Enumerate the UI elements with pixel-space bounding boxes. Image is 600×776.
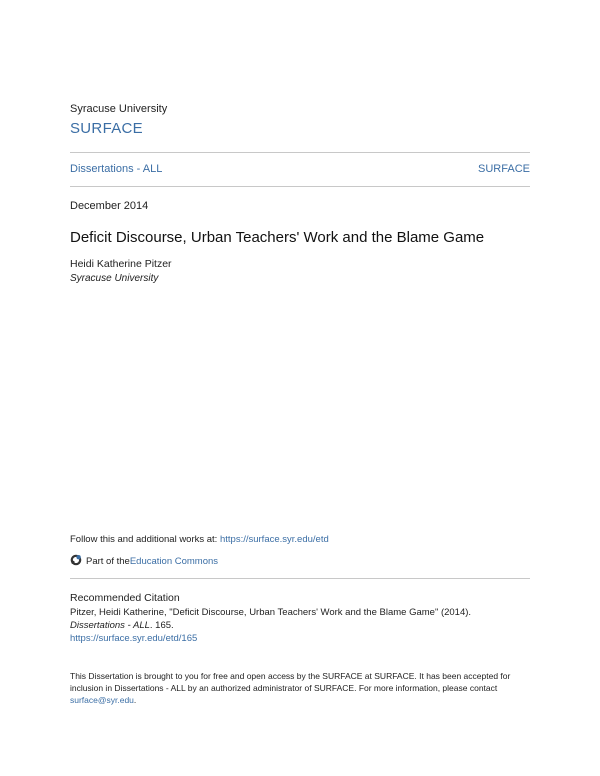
citation-line: Pitzer, Heidi Katherine, "Deficit Discourse, Urban Teachers' Work and the Blame Game" (2014). (70, 607, 472, 618)
part-of-prefix: Part of the (86, 556, 130, 567)
dissertations-all-link[interactable]: Dissertations - ALL (70, 163, 163, 175)
contact-email-link[interactable]: surface@syr.edu (70, 695, 134, 705)
citation-series-line (70, 620, 174, 631)
divider-top (70, 152, 530, 153)
document-title: Deficit Discourse, Urban Teachers' Work and the Blame Game (70, 229, 485, 246)
citation-series: Dissertations - ALL (70, 620, 150, 631)
access-notice (70, 670, 535, 706)
divider-nav (70, 186, 530, 187)
author-affiliation: Syracuse University (70, 273, 159, 284)
citation-url-link[interactable]: https://surface.syr.edu/etd/165 (70, 633, 198, 644)
citation-heading: Recommended Citation (70, 592, 180, 604)
part-of-line (70, 554, 218, 569)
publication-date: December 2014 (70, 200, 149, 212)
commons-network-icon (70, 554, 86, 569)
notice-end: . (133, 695, 137, 705)
follow-prefix: Follow this and additional works at: (70, 534, 220, 545)
notice-text: This Dissertation is brought to you for free and open access by the SURFACE at SURFACE. It has been accepted for inclusion in Dissertations - ALL by an authorized administrator of SURFACE. For more information, please contact (70, 671, 511, 693)
surface-link[interactable]: SURFACE (478, 163, 530, 175)
education-commons-link[interactable]: Education Commons (129, 556, 219, 567)
author-name: Heidi Katherine Pitzer (70, 258, 172, 270)
institution-name: Syracuse University (70, 103, 168, 115)
surface-home-link[interactable]: SURFACE (70, 120, 143, 137)
citation-series-suffix: . 165. (149, 620, 174, 631)
follow-works-line (70, 534, 329, 545)
follow-works-link[interactable]: https://surface.syr.edu/etd (219, 534, 329, 545)
divider-citation (70, 578, 530, 579)
